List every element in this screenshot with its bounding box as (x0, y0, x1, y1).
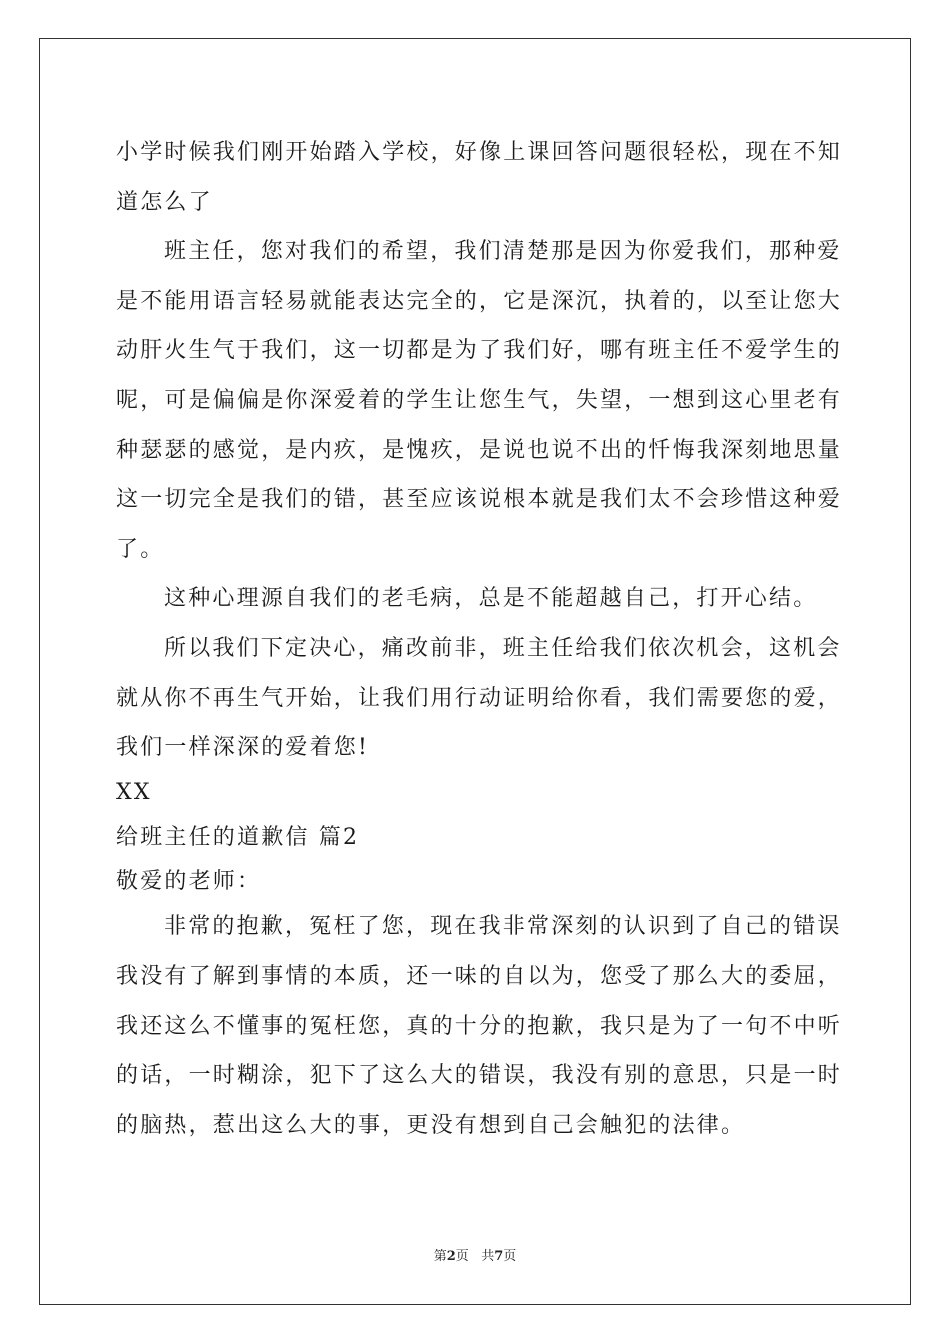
text-line: 呢，可是偏偏是你深爱着的学生让您生气，失望，一想到这心里老有 (116, 387, 843, 413)
text-line: 所以我们下定决心，痛改前非，班主任给我们依次机会，这机会 (164, 635, 842, 661)
text-line: 动肝火生气于我们，这一切都是为了我们好，哪有班主任不爱学生的 (116, 338, 843, 364)
text-line: 小学时候我们刚开始踏入学校，好像上课回答问题很轻松，现在不知 (116, 140, 843, 165)
signature: XX (116, 779, 152, 805)
text-line: 我还这么不懂事的冤枉您，真的十分的抱歉，我只是为了一句不中听 (116, 1013, 843, 1039)
text-line: 是不能用语言轻易就能表达完全的，它是深沉，执着的，以至让您大 (116, 288, 843, 314)
text-line: 非常的抱歉，冤枉了您，现在我非常深刻的认识到了自己的错误 (164, 914, 842, 940)
document-body (116, 128, 843, 1150)
text-line: 的脑热，惹出这么大的事，更没有想到自己会触犯的法律。 (116, 1112, 746, 1138)
text-line: 种瑟瑟的感觉，是内疚，是愧疚，是说也说不出的忏悔我深刻地思量 (116, 437, 843, 463)
section-title: 给班主任的道歉信 篇2 (116, 824, 360, 850)
page-prefix: 第 (433, 1249, 447, 1264)
page-suffix: 页 (455, 1249, 469, 1264)
total-prefix: 共 (481, 1249, 495, 1264)
page-current: 2 (446, 1249, 456, 1264)
text-line: 的话，一时糊涂，犯下了这么大的错误，我没有别的意思，只是一时 (116, 1063, 843, 1089)
text-line: 班主任，您对我们的希望，我们清楚那是因为你爱我们，那种爱 (164, 239, 842, 265)
text-line: 道怎么了 (116, 189, 213, 215)
total-suffix: 页 (503, 1249, 517, 1264)
salutation: 敬爱的老师： (116, 869, 262, 895)
text-line: 这一切完全是我们的错，甚至应该说根本就是我们太不会珍惜这种爱 (116, 487, 843, 513)
text-line: 我没有了解到事情的本质，还一味的自以为，您受了那么大的委屈， (116, 963, 843, 989)
text-line: 我们一样深深的爱着您! (116, 735, 370, 761)
text-line: 就从你不再生气开始，让我们用行动证明给你看，我们需要您的爱， (116, 685, 843, 711)
page-footer (0, 1245, 950, 1264)
page-total: 7 (494, 1249, 504, 1264)
text-line: 这种心理源自我们的老毛病，总是不能超越自己，打开心结。 (164, 586, 818, 612)
text-line: 了。 (116, 536, 165, 562)
